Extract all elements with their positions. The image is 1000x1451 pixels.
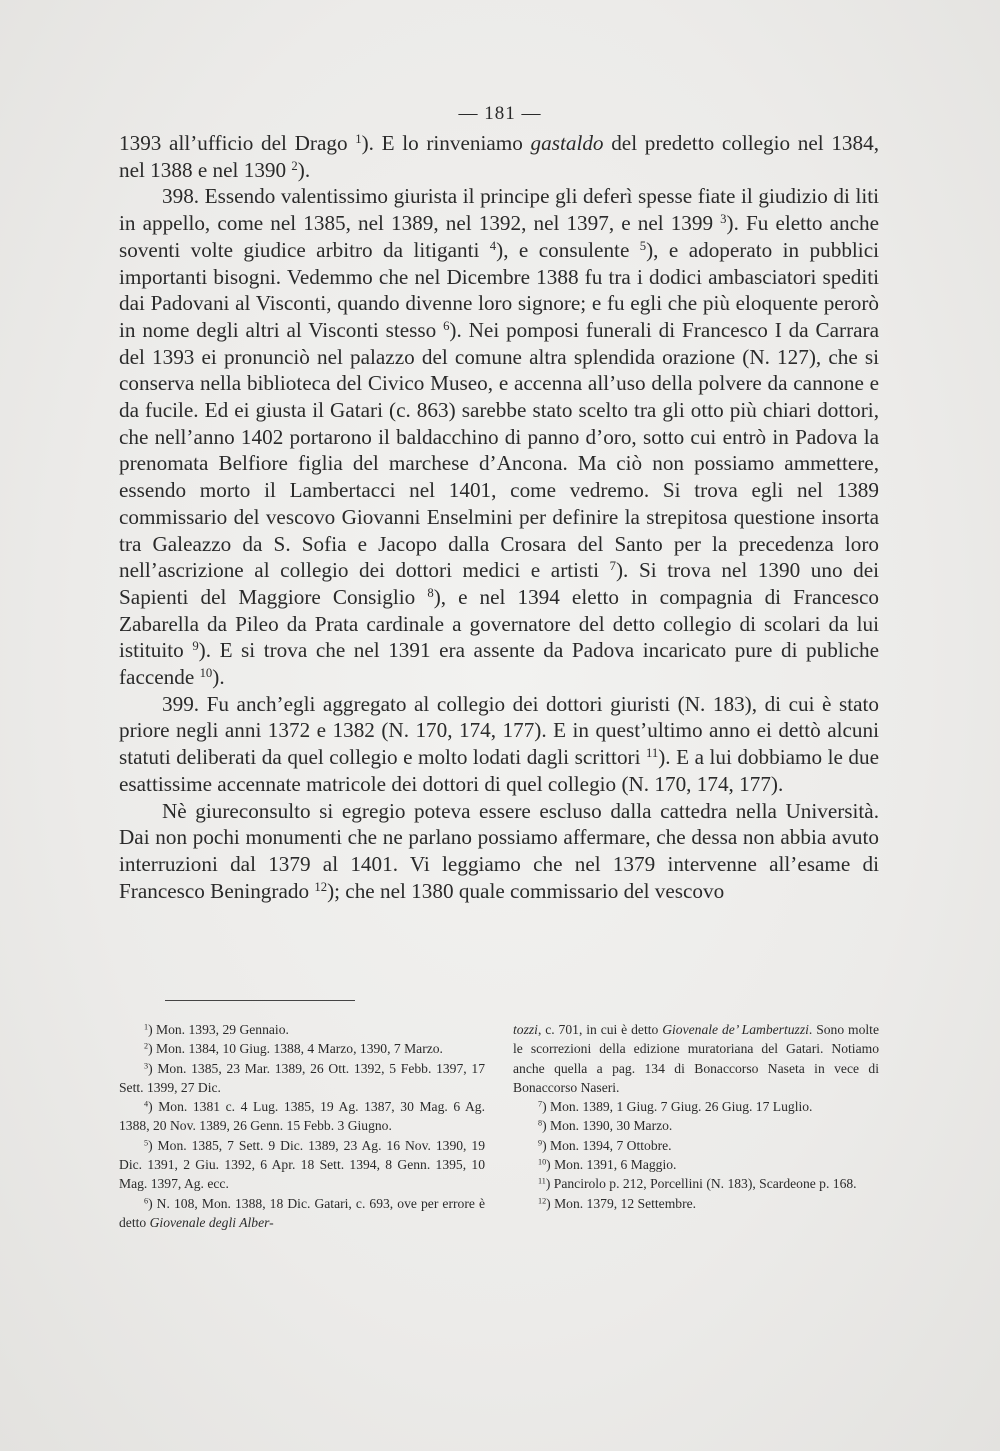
footnote-divider <box>165 1000 355 1001</box>
text-run: ) Mon. 1381 c. 4 Lug. 1385, 19 Ag. 1387, 30 Mag. 6 Ag. 1388, 20 Nov. 1389, 26 Genn. 15 Febb. 3 Giugno. <box>119 1099 485 1134</box>
text-run: ). E a lui dobbiamo le due esattissime accennate matricole dei dottori di quel collegio (N. 170, 174, 177). <box>119 745 880 796</box>
text-run: ) Mon. 1379, 12 Settembre. <box>546 1195 697 1211</box>
italic-text: Giovenale de’ Lambertuzzi <box>662 1022 809 1037</box>
footnote-ref: 11 <box>538 1176 546 1186</box>
text-run: ); che nel 1380 quale commissario del vescovo <box>327 878 725 903</box>
footnote <box>513 1116 879 1135</box>
text-run: ), e nel 1394 eletto in compagnia di Francesco Zabarella da Pileo da Prata cardinale a governatore del detto collegio di scolari da lui istituito <box>119 584 879 663</box>
paragraph <box>119 798 879 905</box>
footnote <box>513 1174 879 1193</box>
text-run: ). E lo rinveniamo <box>361 131 531 155</box>
footnotes <box>119 1020 879 1232</box>
footnote <box>119 1020 485 1039</box>
footnote <box>119 1136 485 1194</box>
footnote <box>513 1136 879 1155</box>
text-run: del predetto collegio nel 1384, nel 1388 e nel 1390 <box>119 131 879 182</box>
text-run: 1393 all’ufficio del Drago <box>119 131 356 155</box>
footnote <box>513 1194 879 1213</box>
text-run: ). <box>212 665 225 690</box>
footnote-ref: 12 <box>538 1196 547 1206</box>
footnote-ref: 2 <box>144 1041 149 1051</box>
footnote-ref: 9 <box>192 639 199 654</box>
footnote-ref: 10 <box>199 666 213 681</box>
footnote-ref: 8 <box>538 1119 543 1128</box>
text-run: ). Fu eletto anche soventi volte giudice arbitro da litiganti <box>119 211 879 262</box>
footnote <box>513 1155 879 1174</box>
paragraph-399 <box>119 691 879 798</box>
footnote-ref: 7 <box>538 1099 543 1109</box>
text-run: ), e adoperato in pubblici importanti bisogni. Vedemmo che nel Dicembre 1388 fu tra i dodici ambasciatori spediti dai Padovani al Visconti, quando divenne loro signore; e fu egli che più eloquente perorò in nome degli altri al Visconti stesso <box>119 237 879 342</box>
text-run: 398. Essendo valentissimo giurista il principe gli deferì spesse fiate il giudizio di liti in appello, come nel 1385, nel 1389, nel 1392, nel 1397, e nel 1399 <box>119 184 879 236</box>
main-text <box>119 130 879 904</box>
text-run: ) Mon. 1394, 7 Ottobre. <box>542 1137 672 1153</box>
text-run: ) Mon. 1385, 7 Sett. 9 Dic. 1389, 23 Ag. 16 Nov. 1390, 19 Dic. 1391, 2 Giu. 1392, 6 Apr. 18 Sett. 1394, 8 Genn. 1395, 10 Mag. 1397, Ag. ecc. <box>119 1137 485 1192</box>
text-run: ) Mon. 1390, 30 Marzo. <box>542 1118 673 1134</box>
text-run: ) Mon. 1391, 6 Maggio. <box>546 1157 677 1173</box>
text-run: ). <box>297 157 311 182</box>
footnote-ref: 2 <box>291 158 298 173</box>
footnote-ref: 1 <box>355 132 362 147</box>
text-run: ), e consulente <box>496 237 640 262</box>
footnote <box>513 1020 879 1097</box>
text-run: ). Si trova nel 1390 uno dei Sapienti del Maggiore Consiglio <box>119 558 880 609</box>
italic-text: gastaldo <box>530 131 604 155</box>
footnote <box>119 1059 485 1098</box>
footnote <box>119 1097 485 1136</box>
footnote-ref: 10 <box>538 1157 547 1167</box>
footnotes-right-column <box>513 1020 879 1232</box>
text-run: ) N. 108, Mon. 1388, 18 Dic. Gatari, c. 693, ove per errore è detto <box>119 1195 485 1230</box>
text-run: . Sono molte le scorrezioni della edizione muratoriana del Gatari. Notiamo anche quella a pag. 134 di Bonaccorso Naseta in vece di Bonaccorso Naseri. <box>513 1022 879 1095</box>
text-run: ) Mon. 1393, 29 Gennaio. <box>148 1022 289 1037</box>
text-run: ) Mon. 1385, 23 Mar. 1389, 26 Ott. 1392, 5 Febb. 1397, 17 Sett. 1399, 27 Dic. <box>119 1060 485 1095</box>
footnote-ref: 3 <box>720 212 727 227</box>
footnotes-left-column <box>119 1020 485 1232</box>
italic-text: tozzi <box>513 1022 538 1037</box>
footnote-ref: 1 <box>144 1022 149 1032</box>
footnote-ref: 8 <box>427 585 434 600</box>
footnote-ref: 6 <box>144 1196 149 1206</box>
footnote-ref: 11 <box>646 746 659 761</box>
footnote-ref: 3 <box>144 1061 149 1071</box>
text-run: ). E si trova che nel 1391 era assente da Padova incaricato pure di publiche faccende <box>119 638 879 690</box>
text-run: ) Mon. 1389, 1 Giug. 7 Giug. 26 Giug. 17 Luglio. <box>542 1099 813 1115</box>
footnote <box>119 1194 485 1233</box>
paragraph <box>119 130 879 183</box>
footnote-ref: 4 <box>144 1099 149 1109</box>
text-run: , c. 701, in cui è detto <box>537 1022 663 1037</box>
italic-text: Giovenale degli Alber- <box>149 1214 274 1230</box>
page-number: — 181 — <box>458 103 542 124</box>
text-run: ). Nei pomposi funerali di Francesco I da Carrara del 1393 ei pronunciò nel palazzo del comune altra splendida orazione (N. 127), che si conserva nella biblioteca del Civico Museo, e accenna all’uso della polvere da cannone e da fucile. Ed ei giusta il Gatari (c. 863) sarebbe stato scelto tra gli otto più chiari dottori, che nell’anno 1402 portarono il baldacchino di panno d’oro, sotto cui entrò in Padova la prenomata Belfiore figlia del marchese d’Ancona. Ma ciò non possiamo ammettere, essendo morto il Lambertacci nel 1401, come vedremo. Si trova egli nel 1389 commissario del vescovo Giovanni Enselmini per definire la strepitosa questione insorta tra Galeazzo da S. Sofia e Jacopo dalla Crosara del Santo per la precedenza loro nell’ascrizione al collegio dei dottori medici e artisti <box>119 317 879 583</box>
footnote-ref: 6 <box>443 318 450 333</box>
footnote-ref: 4 <box>489 238 497 253</box>
text-run: ) Pancirolo p. 212, Porcellini (N. 183), Scardeone p. 168. <box>545 1176 857 1192</box>
footnote-ref: 9 <box>538 1138 543 1148</box>
text-run: Nè giureconsulto si egregio poteva essere escluso dalla cattedra nella Università. Dai non pochi monumenti che ne parlano possiamo affermare, che dessa non abbia avuto interruzioni dal 1379 al 1401. Vi leggiamo che nel 1379 intervenne all’esame di Francesco Beningrado <box>119 798 879 903</box>
footnote-ref: 12 <box>314 879 328 894</box>
footnote-ref: 7 <box>609 559 616 574</box>
footnote <box>513 1097 879 1116</box>
footnote <box>119 1039 485 1058</box>
text-run: ) Mon. 1384, 10 Giug. 1388, 4 Marzo, 1390, 7 Marzo. <box>148 1041 443 1057</box>
text-run: 399. Fu anch’egli aggregato al collegio dei dottori giuristi (N. 183), di cui è stato priore negli anni 1372 e 1382 (N. 170, 174, 177). E in quest’ultimo anno ei dettò alcuni statuti deliberati da quel collegio e molto lodati dagli scrittori <box>119 691 879 770</box>
footnote-ref: 5 <box>144 1138 149 1148</box>
footnote-ref: 5 <box>639 238 647 253</box>
paragraph-398 <box>119 183 879 690</box>
